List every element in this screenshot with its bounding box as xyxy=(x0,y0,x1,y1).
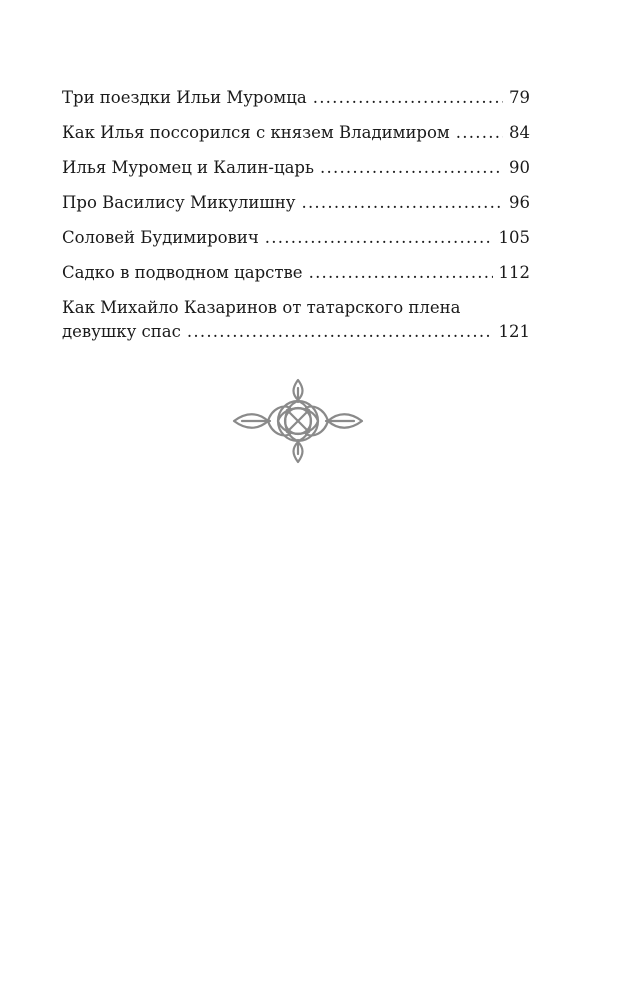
toc-entry xyxy=(62,296,530,344)
toc-entry xyxy=(62,121,530,145)
toc-entry xyxy=(62,226,530,250)
toc-entry xyxy=(62,191,530,215)
toc-entry-title: Садко в подводном царстве xyxy=(62,263,303,282)
celtic-knot-ornament-icon xyxy=(232,378,364,464)
dot-leader xyxy=(265,226,493,250)
dot-leader xyxy=(313,86,503,110)
toc-entry-page: 84 xyxy=(509,123,530,142)
toc-entry-page: 90 xyxy=(509,158,530,177)
toc-entry-page: 96 xyxy=(509,193,530,212)
dot-leader xyxy=(309,261,493,285)
toc-entry-title: Соловей Будимирович xyxy=(62,228,259,247)
toc-entry-page: 112 xyxy=(498,263,530,282)
toc-entry-page: 121 xyxy=(498,322,530,341)
toc-entry xyxy=(62,86,530,110)
toc-entry-title-line1: Как Михайло Казаринов от татарского плена xyxy=(62,298,461,317)
toc-entry-title: Про Василису Микулишну xyxy=(62,193,296,212)
toc-entry xyxy=(62,261,530,285)
toc-entry-page: 79 xyxy=(509,88,530,107)
toc-entry-title-line2: девушку спас xyxy=(62,322,181,341)
dot-leader xyxy=(187,320,493,344)
toc-entry-title: Три поездки Ильи Муромца xyxy=(62,88,307,107)
toc-entry-title: Илья Муромец и Калин-царь xyxy=(62,158,314,177)
dot-leader xyxy=(456,121,503,145)
toc-entry-page: 105 xyxy=(498,228,530,247)
dot-leader xyxy=(320,156,503,180)
toc-entry xyxy=(62,156,530,180)
toc-entry-title: Как Илья поссорился с князем Владимиром xyxy=(62,123,450,142)
table-of-contents xyxy=(62,86,530,355)
dot-leader xyxy=(301,191,503,215)
